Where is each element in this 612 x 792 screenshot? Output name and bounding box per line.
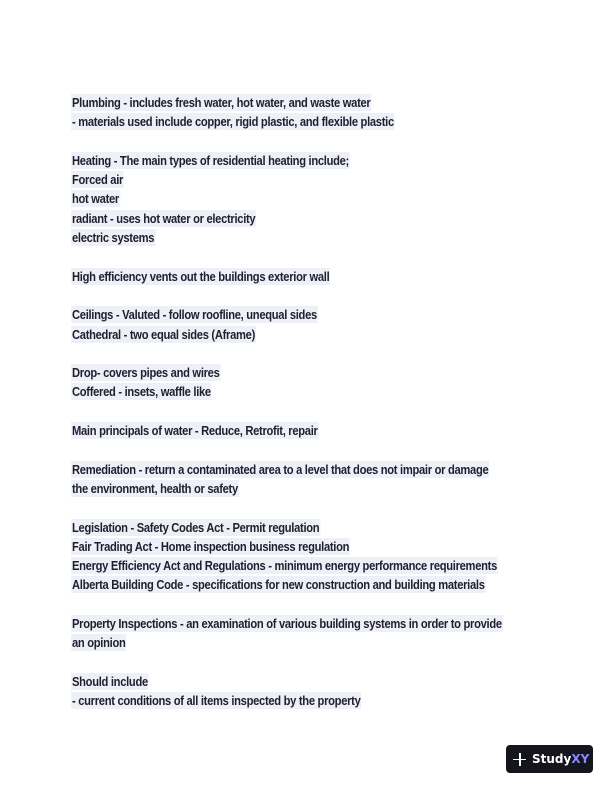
text-line: Forced air [72, 172, 124, 188]
text-line: Alberta Building Code - specifications for new construction and building materials [72, 577, 485, 593]
text-line: Energy Efficiency Act and Regulations - minimum energy performance requirements [72, 558, 497, 574]
text-line: electric systems [72, 230, 155, 246]
paragraph-gap [72, 247, 572, 266]
text-line: hot water [72, 191, 119, 207]
paragraph [72, 421, 572, 440]
paragraph [72, 672, 572, 711]
text-line: Drop- covers pipes and wires [72, 365, 220, 381]
paragraph-gap [72, 402, 572, 421]
paragraph [72, 614, 572, 653]
paragraph-gap [72, 653, 572, 672]
paragraph [72, 267, 572, 286]
studyxy-badge[interactable] [506, 745, 593, 773]
text-line: Main principals of water - Reduce, Retrofit, repair [72, 423, 318, 439]
paragraph [72, 151, 572, 247]
text-line: - current conditions of all items inspected by the property [72, 693, 361, 709]
document-body [72, 93, 572, 711]
text-line: Property Inspections - an examination of various building systems in order to provide [72, 616, 502, 632]
text-line: the environment, health or safety [72, 480, 238, 496]
text-line: High efficiency vents out the buildings exterior wall [72, 268, 330, 284]
text-line: Coffered - insets, waffle like [72, 384, 211, 400]
text-line: an opinion [72, 635, 126, 651]
text-line: Cathedral - two equal sides (Aframe) [72, 326, 255, 342]
paragraph-gap [72, 440, 572, 459]
paragraph-gap [72, 595, 572, 614]
text-line: radiant - uses hot water or electricity [72, 210, 256, 226]
text-line: Fair Trading Act - Home inspection business regulation [72, 538, 350, 554]
text-line: Remediation - return a contaminated area to a level that does not impair or damage [72, 461, 489, 477]
paragraph-gap [72, 344, 572, 363]
paragraph [72, 518, 572, 595]
paragraph-gap [72, 286, 572, 305]
text-line: Legislation - Safety Codes Act - Permit regulation [72, 519, 320, 535]
paragraph [72, 93, 572, 132]
paragraph [72, 363, 572, 402]
plus-icon [513, 753, 526, 766]
text-line: - materials used include copper, rigid plastic, and flexible plastic [72, 114, 394, 130]
text-line: Plumbing - includes fresh water, hot water, and waste water [72, 95, 371, 110]
text-line: Heating - The main types of residential heating include; [72, 152, 349, 168]
paragraph-gap [72, 132, 572, 151]
paragraph [72, 305, 572, 344]
paragraph [72, 460, 572, 499]
text-line: Should include [72, 673, 148, 689]
paragraph-gap [72, 498, 572, 517]
brand-name: StudyXY [532, 752, 590, 766]
text-line: Ceilings - Valuted - follow roofline, unequal sides [72, 307, 317, 323]
